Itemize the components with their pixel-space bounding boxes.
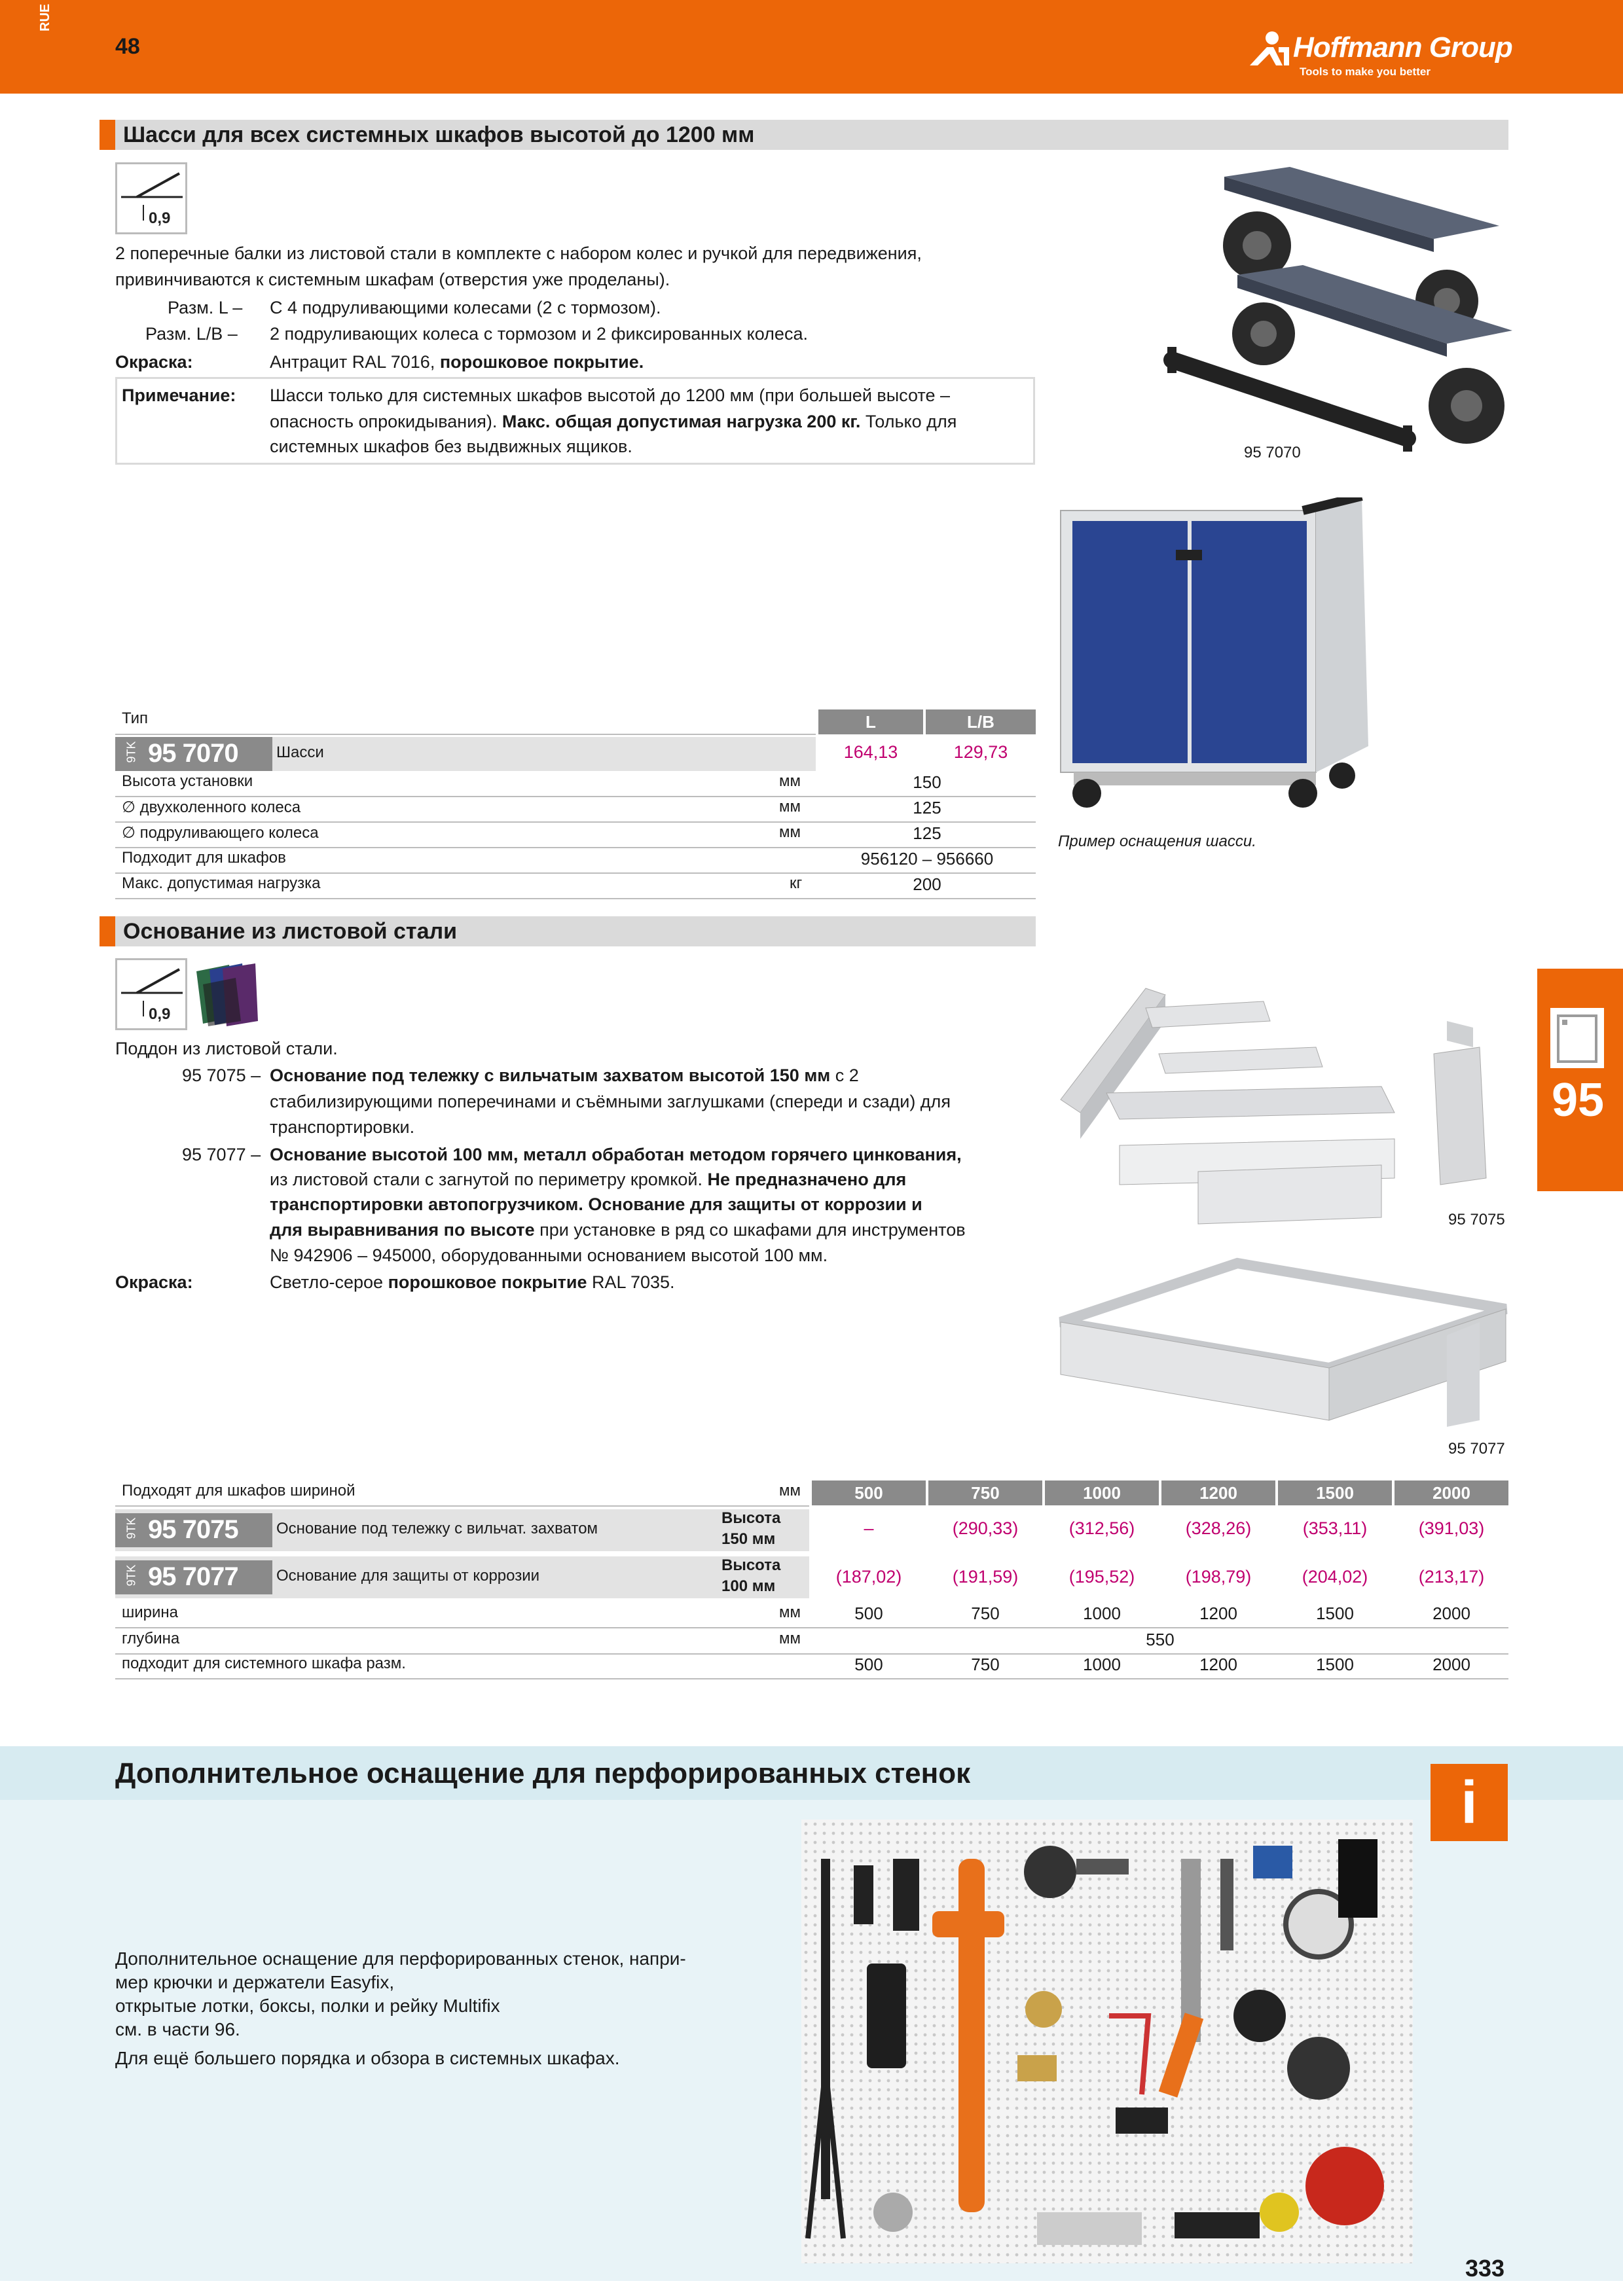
width-value: 1200 — [1199, 1604, 1237, 1623]
price-lb: 129,73 — [953, 742, 1008, 762]
section-heading-chassis — [100, 120, 1508, 150]
price: – — [864, 1518, 874, 1538]
item2-line1: Основание высотой 100 мм, металл обработан методом горячего цинкования, — [270, 1145, 962, 1164]
col-header: 1000 — [1045, 1480, 1159, 1505]
price: (198,79) — [1185, 1567, 1252, 1587]
section-title: Шасси для всех системных шкафов высотой до 1200 мм — [123, 122, 755, 147]
row-divider — [115, 847, 1036, 848]
sheet-thickness-icon — [115, 162, 187, 234]
cabinet-example-caption: Пример оснащения шасси. — [1058, 833, 1256, 850]
price: (191,59) — [952, 1567, 1019, 1587]
width-label: Подходят для шкафов шириной — [122, 1482, 356, 1499]
forklift-base-image — [1054, 982, 1512, 1244]
fits-value: 1000 — [1083, 1655, 1121, 1674]
article-name: Основание для защиты от коррозии — [276, 1567, 540, 1585]
info-line2: мер крючки и держатели Easyfix, — [115, 1972, 395, 1992]
size-l-label: Разм. L – — [168, 298, 243, 317]
row-unit: кг — [790, 874, 803, 892]
note-label: Примечание: — [122, 386, 236, 405]
row-label: Макс. допустимая нагрузка — [122, 874, 321, 892]
row-value: 150 — [913, 772, 941, 792]
section-heading-base — [100, 916, 1036, 946]
chapter-number: 95 — [1552, 1074, 1605, 1126]
thickness-value: 0,9 — [149, 1005, 171, 1023]
table2-divider — [115, 1505, 809, 1507]
item1-label: 95 7075 – — [182, 1066, 261, 1085]
table1-divider — [115, 734, 816, 735]
row-divider — [115, 1678, 1508, 1679]
price: (187,02) — [835, 1567, 902, 1587]
cabinet-icon — [1549, 1007, 1605, 1069]
price: (204,02) — [1302, 1567, 1368, 1587]
info-title: Дополнительное оснащение для перфорированных стенок — [115, 1757, 971, 1789]
note-line2: опасность опрокидывания). Макс. общая допустимая нагрузка 200 кг. Только для — [270, 412, 957, 431]
item2-line4: для выравнивания по высоте при установке в ряд со шкафами для инструментов — [270, 1220, 966, 1240]
width-value: 2000 — [1432, 1604, 1470, 1623]
item2-line2: из листовой стали с загнутой по периметру кромкой. Не предназначено для — [270, 1170, 907, 1189]
row-width-unit: мм — [779, 1604, 801, 1621]
price: (195,52) — [1068, 1567, 1135, 1587]
row-unit: мм — [779, 823, 801, 841]
forklift-base-caption: 95 7075 — [1448, 1211, 1505, 1229]
item2-line5: № 942906 – 945000, оборудованными основанием высотой 100 мм. — [270, 1246, 828, 1265]
row-divider — [115, 898, 1036, 899]
fits-value: 500 — [854, 1655, 883, 1674]
note-line3: системных шкафов без выдвижных ящиков. — [270, 437, 632, 456]
size-l-text: С 4 подруливающими колесами (2 с тормозом). — [270, 298, 661, 317]
fits-value: 1200 — [1199, 1655, 1237, 1674]
article-kind: 9TK — [124, 1517, 138, 1539]
height-label: Высота — [721, 1556, 781, 1574]
price: (391,03) — [1418, 1518, 1485, 1538]
price: (213,17) — [1418, 1567, 1485, 1587]
article-number-badge — [115, 1513, 272, 1547]
article-number-badge — [115, 1560, 272, 1594]
paint-text: Светло-серое порошковое покрытие RAL 7035. — [270, 1272, 675, 1292]
corrosion-base-image — [1054, 1250, 1512, 1433]
logo-tagline: Tools to make you better — [1300, 65, 1431, 78]
col-header-lb: L/B — [926, 709, 1036, 734]
price: (312,56) — [1068, 1518, 1135, 1538]
section-title: Основание из листовой стали — [123, 919, 457, 944]
item1-line1: Основание под тележку с вильчатым захватом высотой 150 мм с 2 — [270, 1066, 859, 1085]
col-header: 1200 — [1161, 1480, 1275, 1505]
row-value: 200 — [913, 874, 941, 894]
base-intro: Поддон из листовой стали. — [115, 1039, 338, 1058]
price: (328,26) — [1185, 1518, 1252, 1538]
col-header: 1500 — [1278, 1480, 1392, 1505]
hoffmann-logo[interactable] — [1247, 29, 1512, 81]
row-value: 125 — [913, 823, 941, 843]
col-header: 750 — [928, 1480, 1042, 1505]
width-value: 1000 — [1083, 1604, 1121, 1623]
row-fits-label: подходит для системного шкафа разм. — [122, 1655, 406, 1672]
corrosion-base-caption: 95 7077 — [1448, 1440, 1505, 1458]
chassis-image — [1159, 164, 1512, 458]
info-line4: см. в части 96. — [115, 2019, 240, 2039]
row-unit: мм — [779, 798, 801, 816]
item1-line3: транспортировки. — [270, 1117, 415, 1137]
row-divider — [115, 872, 1036, 874]
logo-name: Hoffmann Group — [1293, 31, 1512, 63]
info-line3: открытые лотки, боксы, полки и рейку Multifix — [115, 1996, 500, 2016]
price-l: 164,13 — [843, 742, 898, 762]
size-lb-label: Разм. L/B – — [145, 324, 238, 344]
paint-label: Окраска: — [115, 352, 193, 372]
row-label: ∅ подруливающего колеса — [122, 824, 319, 842]
article-number: 95 7075 — [148, 1515, 238, 1544]
article-name: Шасси — [276, 744, 324, 761]
color-swatches-icon — [190, 958, 262, 1030]
logo-mark-icon — [1247, 29, 1293, 68]
row-depth-label: глубина — [122, 1630, 180, 1647]
row-divider — [115, 1627, 1508, 1628]
article-number: 95 7070 — [148, 739, 238, 768]
fits-value: 1500 — [1316, 1655, 1354, 1674]
item2-line3: транспортировки автопогрузчиком. Основание для защиты от коррозии и — [270, 1194, 922, 1214]
col-header-l: L — [818, 709, 923, 734]
row-divider — [115, 796, 1036, 797]
price: (290,33) — [952, 1518, 1019, 1538]
type-label: Тип — [122, 709, 149, 727]
height-value: 150 мм — [721, 1530, 776, 1548]
item1-line2: стабилизирующими поперечинами и съёмными заглушками (спереди и сзади) для — [270, 1092, 951, 1111]
price: (353,11) — [1302, 1518, 1368, 1538]
page-number-top: 48 — [115, 34, 140, 59]
item2-label: 95 7077 – — [182, 1145, 261, 1164]
width-value: 1500 — [1316, 1604, 1354, 1623]
row-depth-unit: мм — [779, 1630, 801, 1647]
info-icon[interactable]: i — [1431, 1764, 1508, 1841]
row-label: Высота установки — [122, 772, 253, 790]
page-number-bottom: 333 — [1465, 2255, 1505, 2282]
paint-text: Антрацит RAL 7016, порошковое покрытие. — [270, 352, 644, 372]
height-label: Высота — [721, 1509, 781, 1527]
col-header: 500 — [812, 1480, 926, 1505]
width-unit: мм — [779, 1482, 801, 1499]
info-line5: Для ещё большего порядка и обзора в системных шкафах. — [115, 2048, 620, 2068]
perforated-wall-image — [801, 1820, 1413, 2263]
chassis-image-caption: 95 7070 — [1244, 444, 1301, 461]
row-label: Подходит для шкафов — [122, 849, 286, 867]
row-width-label: ширина — [122, 1604, 179, 1621]
language-code: RUE — [38, 3, 52, 31]
row-value: 956120 – 956660 — [860, 849, 994, 869]
row-divider — [115, 821, 1036, 823]
article-number: 95 7077 — [148, 1562, 238, 1591]
width-value: 500 — [854, 1604, 883, 1623]
chapter-tab[interactable] — [1537, 969, 1623, 1191]
article-kind: 9TK — [124, 1564, 138, 1587]
depth-value: 550 — [1146, 1630, 1175, 1649]
width-value: 750 — [971, 1604, 1000, 1623]
chassis-desc-line1: 2 поперечные балки из листовой стали в комплекте с набором колес и ручкой для передвижения, — [115, 243, 922, 263]
info-line1: Дополнительное оснащение для перфорированных стенок, напри- — [115, 1948, 686, 1969]
row-label: ∅ двухколенного колеса — [122, 798, 301, 816]
size-lb-text: 2 подруливающих колеса с тормозом и 2 фиксированных колеса. — [270, 324, 808, 344]
note-line1: Шасси только для системных шкафов высотой до 1200 мм (при большей высоте – — [270, 386, 950, 405]
col-header: 2000 — [1395, 1480, 1508, 1505]
article-name: Основание под тележку с вильчат. захватом — [276, 1520, 598, 1537]
sheet-thickness-icon — [115, 958, 187, 1030]
row-unit: мм — [779, 772, 801, 790]
paint-label: Окраска: — [115, 1272, 193, 1292]
thickness-value: 0,9 — [149, 209, 171, 227]
chassis-desc-line2: привинчиваются к системным шкафам (отверстия уже проделаны). — [115, 270, 670, 289]
fits-value: 750 — [971, 1655, 1000, 1674]
article-kind: 9TK — [124, 741, 138, 763]
article-number-badge — [115, 737, 272, 771]
cabinet-example-image — [1054, 497, 1381, 818]
height-value: 100 мм — [721, 1577, 776, 1595]
fits-value: 2000 — [1432, 1655, 1470, 1674]
row-value: 125 — [913, 798, 941, 817]
